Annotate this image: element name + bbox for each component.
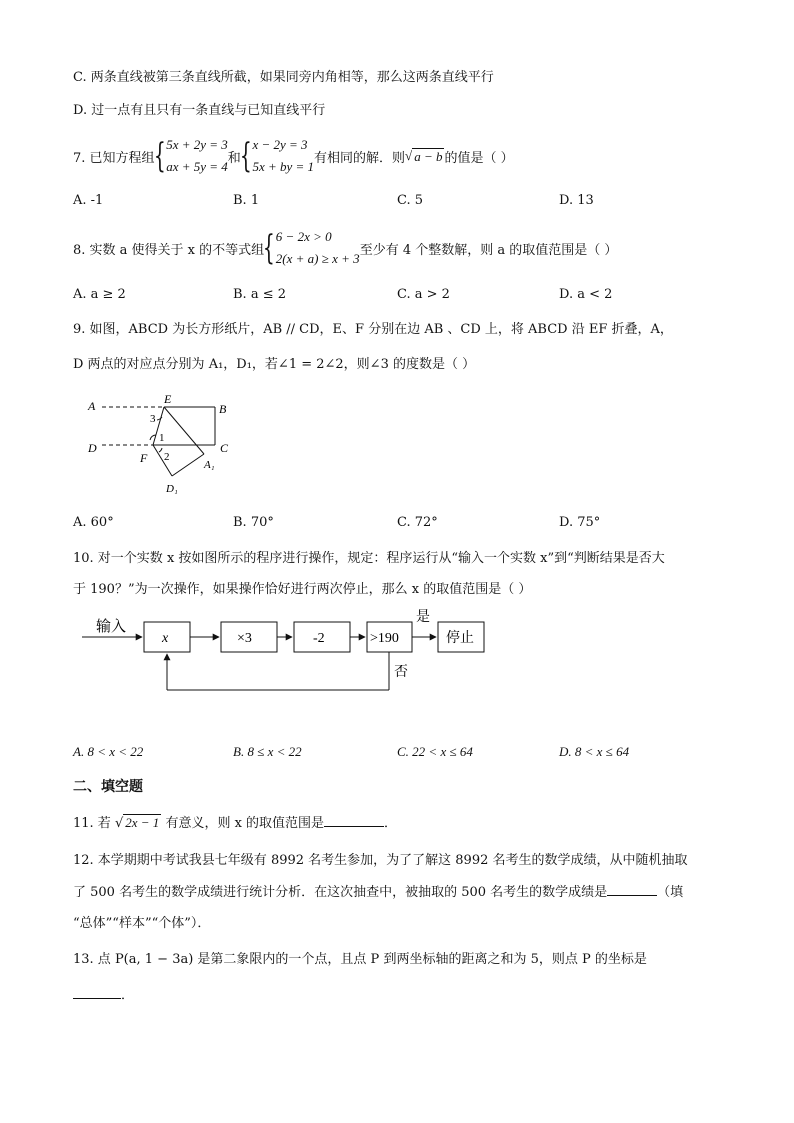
angle-2-label: 2 bbox=[164, 451, 170, 463]
q8-ineq1: 6 − 2x > 0 bbox=[275, 229, 332, 244]
q13-end: ． bbox=[121, 988, 135, 1003]
q8-choice-d: D. a < 2 bbox=[559, 287, 613, 302]
label-f: F bbox=[140, 451, 148, 465]
question-6-option-c: C. 两条直线被第三条直线所截，如果同旁内角相等，那么这两条直线平行 bbox=[73, 70, 494, 85]
q7-prefix: 7. 已知方程组 bbox=[73, 150, 155, 166]
left-brace-icon: { bbox=[239, 136, 252, 176]
section-title-fill-in: 二、填空题 bbox=[73, 779, 143, 795]
question-13-line-2 bbox=[73, 984, 134, 1003]
q7-tail: 的值是（ ） bbox=[444, 150, 514, 166]
question-8 bbox=[73, 226, 617, 270]
flow-input-label: 输入 bbox=[96, 619, 127, 635]
q7-choice-a: A. -1 bbox=[73, 193, 104, 208]
q7-choice-c: C. 5 bbox=[397, 193, 424, 208]
q12-line-2-tail: （填 bbox=[657, 885, 684, 900]
question-6-option-d: D. 过一点有且只有一条直线与已知直线平行 bbox=[73, 103, 326, 118]
q8-prefix: 8. 实数 a 使得关于 x 的不等式组 bbox=[73, 242, 265, 258]
q7-sys2-eq2: 5x + by = 1 bbox=[252, 159, 315, 174]
angle-1-label: 1 bbox=[159, 432, 165, 444]
question-7 bbox=[73, 134, 514, 178]
q12-answer-blank[interactable] bbox=[607, 895, 657, 896]
label-b: B bbox=[219, 402, 227, 416]
q9-choice-d: D. 75° bbox=[559, 515, 601, 530]
q7-system-1 bbox=[166, 134, 228, 178]
question-9-line-2: D 两点的对应点分别为 A₁，D₁，若∠1 = 2∠2，则∠3 的度数是（ ） bbox=[73, 357, 476, 372]
q8-choice-c: C. a > 2 bbox=[397, 287, 450, 302]
q7-sys2-eq1: x − 2y = 3 bbox=[252, 137, 308, 152]
q10-choice-c: C. 22 < x ≤ 64 bbox=[397, 744, 473, 759]
question-9-line-1: 9. 如图，ABCD 为长方形纸片，AB // CD，E、F 分别在边 AB 、CD 上，将 ABCD 沿 EF 折叠，A， bbox=[73, 322, 673, 337]
fold-rectangle-figure bbox=[80, 388, 250, 503]
left-brace-icon: { bbox=[153, 136, 166, 176]
q7-system-2 bbox=[252, 134, 314, 178]
q11-prefix: 11. 若 bbox=[73, 816, 111, 831]
q10-choice-a: A. 8 < x < 22 bbox=[73, 744, 144, 759]
q10-choice-d: D. 8 < x ≤ 64 bbox=[559, 744, 630, 759]
sqrt-icon: √ bbox=[405, 148, 413, 163]
label-d: D bbox=[88, 441, 97, 455]
q7-sys1-eq1: 5x + 2y = 3 bbox=[166, 137, 228, 152]
q9-choice-b: B. 70° bbox=[233, 515, 274, 530]
sqrt-icon: √ bbox=[114, 816, 124, 831]
q8-system bbox=[276, 226, 360, 270]
label-d1: D₁ bbox=[166, 483, 178, 495]
q8-choice-b: B. a ≤ 2 bbox=[233, 287, 286, 302]
q12-line-2-text: 了 500 名考生的数学成绩进行统计分析．在这次抽查中，被抽取的 500 名考生的数学成绩是 bbox=[73, 885, 608, 900]
question-13-line-1: 13. 点 P(a, 1 − 3a) 是第二象限内的一个点，且点 P 到两坐标轴的距离之和为 5，则点 P 的坐标是 bbox=[73, 952, 647, 967]
angle-3-label: 3 bbox=[150, 413, 156, 425]
left-brace-icon: { bbox=[263, 228, 275, 268]
q7-expression: a − b bbox=[414, 148, 443, 164]
question-12-line-1: 12. 本学期期中考试我县七年级有 8992 名考生参加，为了了解这 8992 名考生的数学成绩，从中随机抽取 bbox=[73, 853, 688, 868]
q10-choice-b: B. 8 ≤ x < 22 bbox=[233, 744, 302, 759]
question-11 bbox=[73, 812, 397, 831]
q11-answer-blank[interactable] bbox=[324, 826, 384, 827]
flow-yes-label: 是 bbox=[416, 610, 430, 625]
flow-times3-label: ×3 bbox=[237, 631, 252, 646]
question-10-line-2: 于 190？”为一次操作，如果操作恰好进行两次停止，那么 x 的取值范围是（ ） bbox=[73, 582, 532, 597]
q8-ineq2: 2(x + a) ≥ x + 3 bbox=[275, 251, 360, 266]
q9-choice-c: C. 72° bbox=[397, 515, 438, 530]
q11-expression: 2x − 1 bbox=[125, 815, 160, 830]
q8-choice-a: A. a ≥ 2 bbox=[73, 287, 126, 302]
q13-answer-blank[interactable] bbox=[73, 998, 121, 999]
flow-no-label: 否 bbox=[394, 665, 408, 680]
flowchart-figure bbox=[76, 606, 496, 698]
q11-suffix: 有意义，则 x 的取值范围是 bbox=[165, 816, 325, 831]
label-e: E bbox=[164, 392, 172, 406]
label-a: A bbox=[88, 399, 96, 413]
q11-end: ． bbox=[384, 816, 398, 831]
q7-mid: 和 bbox=[227, 150, 241, 166]
label-c: C bbox=[220, 441, 229, 455]
question-10-line-1: 10. 对一个实数 x 按如图所示的程序进行操作，规定：程序运行从“输入一个实数 x”到“判断结果是否大 bbox=[73, 551, 665, 566]
q7-suffix: 有相同的解．则 bbox=[314, 150, 406, 166]
q9-choice-a: A. 60° bbox=[73, 515, 114, 530]
question-12-line-3: “总体”“样本”“个体”）． bbox=[73, 916, 211, 931]
q7-choice-b: B. 1 bbox=[233, 193, 260, 208]
label-a1: A₁ bbox=[204, 459, 215, 471]
flow-stop-label: 停止 bbox=[446, 631, 474, 646]
question-12-line-2 bbox=[73, 881, 683, 900]
q7-sys1-eq2: ax + 5y = 4 bbox=[166, 159, 228, 174]
flow-x-label: x bbox=[162, 631, 169, 646]
flow-minus2-label: -2 bbox=[313, 631, 325, 646]
flow-compare-label: >190 bbox=[370, 631, 399, 646]
q8-suffix: 至少有 4 个整数解，则 a 的取值范围是（ ） bbox=[359, 242, 618, 258]
q7-choice-d: D. 13 bbox=[559, 193, 594, 208]
